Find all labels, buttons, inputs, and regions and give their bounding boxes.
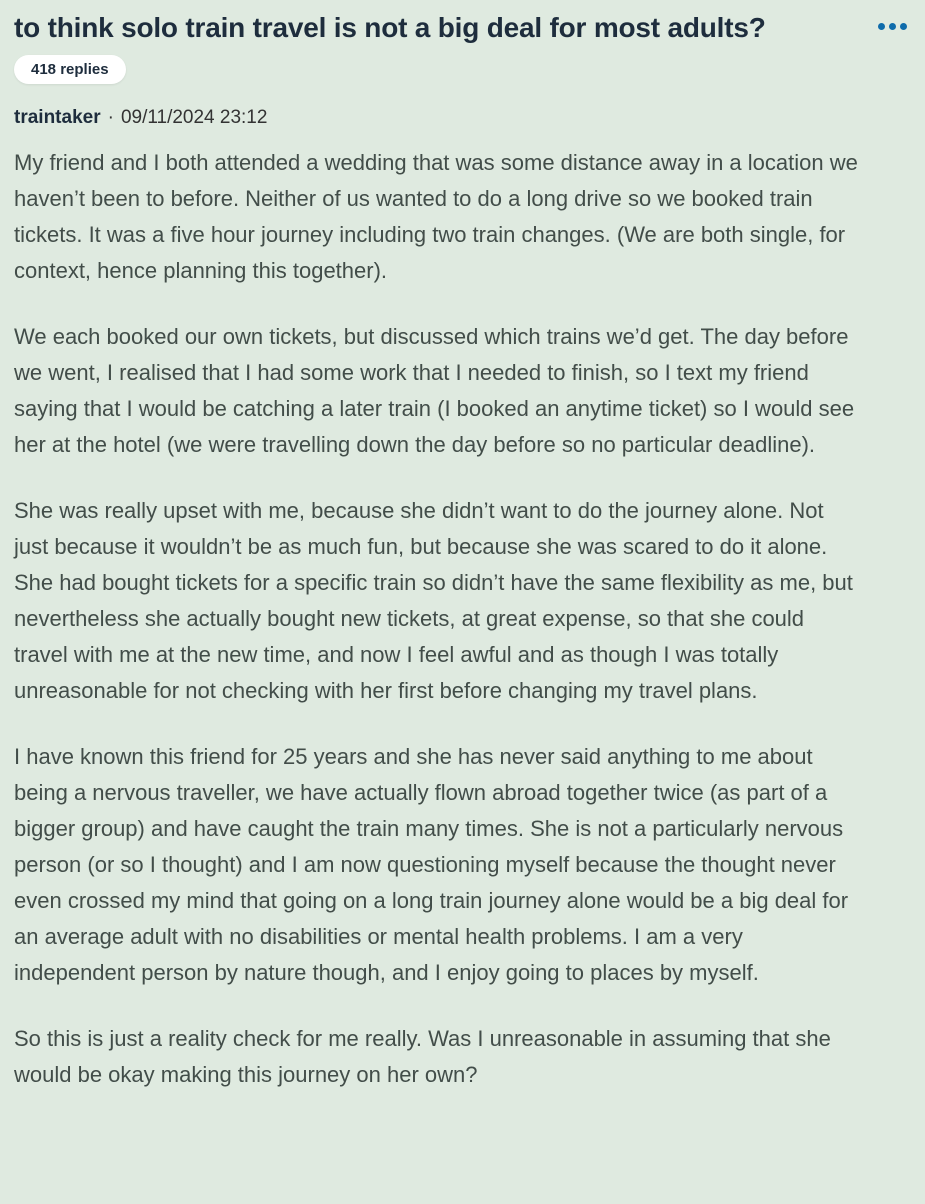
- menu-dot: [900, 23, 907, 30]
- byline-separator: ·: [107, 107, 114, 129]
- post-paragraph: So this is just a reality check for me really. Was I unreasonable in assuming that she would be okay making this journey on her own?: [14, 1026, 831, 1088]
- post-title: to think solo train travel is not a big deal for most adults?: [14, 12, 766, 43]
- post-paragraph: My friend and I both attended a wedding that was some distance away in a location we haven’t been to before. Neither of us wanted to do a long drive so we booked train tickets. It was a five hour journey including two train changes. (We are both single, for context, hence planning this together).: [14, 150, 858, 284]
- menu-dot: [889, 23, 896, 30]
- post-paragraph: I have known this friend for 25 years and she has never said anything to me about being a nervous traveller, we have actually flown abroad together twice (as part of a bigger group) and have caught the train many times. She is not a particularly nervous person (or so I thought) and I am now questioning myself because the thought never even crossed my mind that going on a long train journey alone would be a big deal for an average adult with no disabilities or mental health problems. I am a very independent person by nature though, and I enjoy going to places by myself.: [14, 744, 849, 986]
- post-body: [14, 145, 862, 1093]
- replies-count-badge: 418 replies: [14, 55, 126, 84]
- post-paragraph: She was really upset with me, because she didn’t want to do the journey alone. Not just because it wouldn’t be as much fun, but because she was scared to do it alone. She had bought tickets for a specific train so didn’t have the same flexibility as me, but nevertheless she actually bought new tickets, at great expense, so that she could travel with me at the new time, and now I feel awful and as though I was totally unreasonable for not checking with her first before changing my travel plans.: [14, 498, 853, 704]
- more-options-icon[interactable]: [874, 19, 911, 34]
- post-paragraph: We each booked our own tickets, but discussed which trains we’d get. The day before we went, I realised that I had some work that I needed to finish, so I text my friend saying that I would be catching a later train (I booked an anytime ticket) so I would see her at the hotel (we were travelling down the day before so no particular deadline).: [14, 324, 855, 458]
- menu-dot: [878, 23, 885, 30]
- post-header: [14, 12, 911, 44]
- author-username[interactable]: traintaker: [14, 107, 101, 129]
- post-timestamp: 09/11/2024 23:12: [120, 107, 268, 129]
- post-byline: [14, 107, 911, 129]
